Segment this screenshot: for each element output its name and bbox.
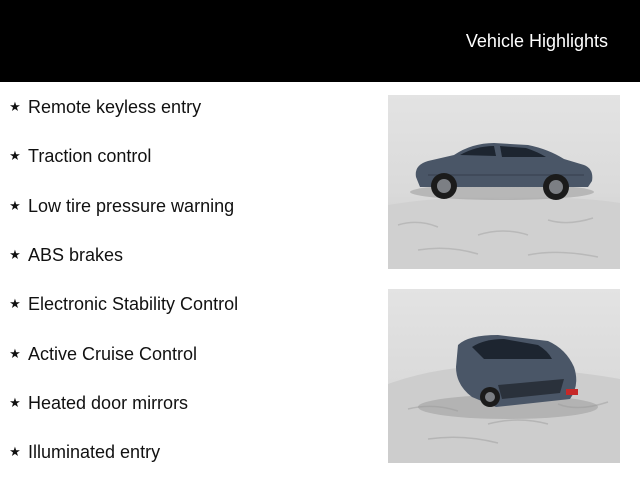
page-header [0, 0, 640, 82]
feature-label: ABS brakes [28, 244, 124, 265]
car-front-illustration [388, 289, 620, 463]
feature-label: Remote keyless entry [28, 96, 202, 117]
feature-label: Heated door mirrors [28, 392, 189, 413]
feature-label: Low tire pressure warning [28, 195, 235, 216]
feature-label: Electronic Stability Control [28, 293, 239, 314]
feature-item [8, 291, 238, 317]
star-icon: ★ [9, 444, 21, 459]
star-icon: ★ [9, 99, 21, 114]
feature-item [8, 143, 151, 169]
feature-item [8, 390, 188, 416]
star-icon: ★ [9, 247, 21, 262]
feature-item [8, 439, 160, 465]
star-icon: ★ [9, 198, 21, 213]
star-icon: ★ [9, 148, 21, 163]
feature-item [8, 341, 197, 367]
feature-label: Illuminated entry [28, 441, 161, 462]
star-icon: ★ [9, 296, 21, 311]
feature-label: Active Cruise Control [28, 343, 198, 364]
star-icon: ★ [9, 395, 21, 410]
feature-label: Traction control [28, 145, 152, 166]
feature-item [8, 242, 123, 268]
feature-item [8, 193, 234, 219]
page-title: Vehicle Highlights [465, 31, 608, 51]
car-side-illustration [388, 95, 620, 269]
vehicle-photo-front [388, 289, 620, 463]
feature-item [8, 94, 201, 120]
vehicle-photo-side [388, 95, 620, 269]
star-icon: ★ [9, 346, 21, 361]
